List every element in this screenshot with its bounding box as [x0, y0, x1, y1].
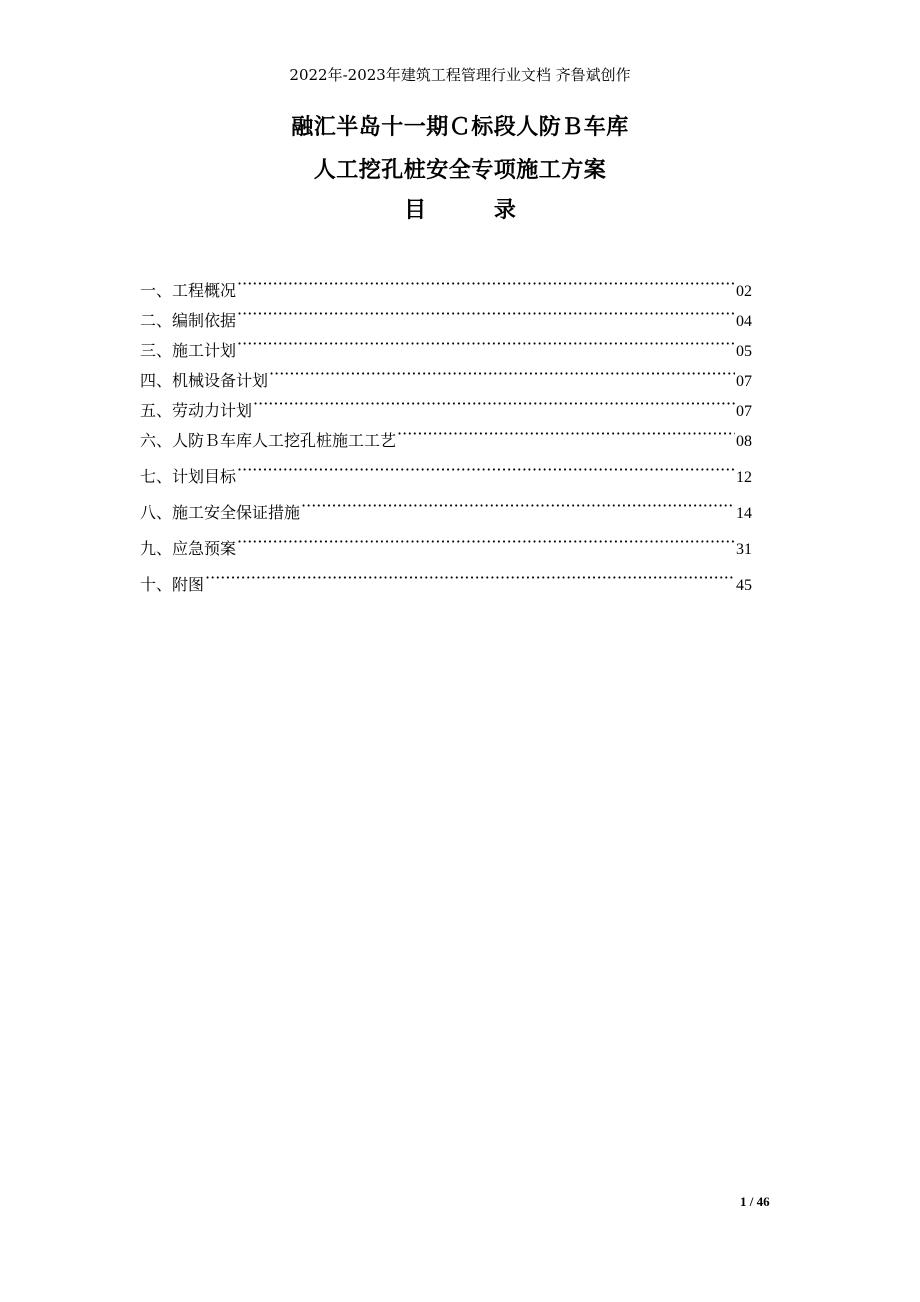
- document-header: 2022年-2023年建筑工程管理行业文档 齐鲁斌创作: [289, 66, 631, 84]
- toc-leader-dots: [237, 332, 735, 356]
- toc-entry-page: 07: [736, 373, 752, 390]
- toc-heading: 目 录: [404, 197, 546, 223]
- toc-entry-page: 31: [736, 541, 752, 558]
- toc-entry-label: 五、劳动力计划: [140, 401, 253, 420]
- toc-entry-page: 14: [736, 505, 752, 522]
- toc-leader-dots: [397, 422, 735, 446]
- toc-entry[interactable]: [140, 494, 752, 530]
- toc-entry[interactable]: [140, 530, 752, 566]
- toc-leader-dots: [253, 392, 735, 416]
- toc-entry-label: 七、计划目标: [140, 467, 237, 486]
- toc-entry-label: 二、编制依据: [140, 311, 237, 330]
- toc-leader-dots: [237, 302, 735, 326]
- toc-entry-label: 四、机械设备计划: [140, 371, 269, 390]
- toc-entry[interactable]: [140, 566, 752, 602]
- toc-entry-page: 45: [736, 577, 752, 594]
- toc-entry[interactable]: [140, 332, 752, 362]
- toc-entry-page: 02: [736, 283, 752, 300]
- toc-entry-label: 六、人防Ｂ车库人工挖孔桩施工工艺: [140, 431, 397, 450]
- toc-entry-page: 04: [736, 313, 752, 330]
- toc-leader-dots: [301, 494, 735, 518]
- toc-entry-label: 八、施工安全保证措施: [140, 503, 301, 522]
- toc-entry-page: 07: [736, 403, 752, 420]
- toc-entry-label: 三、施工计划: [140, 341, 237, 360]
- toc-entry-page: 05: [736, 343, 752, 360]
- toc-entry[interactable]: [140, 392, 752, 422]
- toc-entry[interactable]: [140, 362, 752, 392]
- table-of-contents: [140, 272, 752, 602]
- toc-leader-dots: [205, 566, 735, 590]
- page-indicator: 1 / 46: [740, 1194, 770, 1209]
- toc-leader-dots: [237, 530, 735, 554]
- toc-leader-dots: [269, 362, 735, 386]
- toc-entry[interactable]: [140, 272, 752, 302]
- toc-entry[interactable]: [140, 458, 752, 494]
- document-title-line-1: 融汇半岛十一期Ｃ标段人防Ｂ车库: [291, 114, 629, 140]
- toc-entry-label: 十、附图: [140, 575, 205, 594]
- toc-entry-page: 12: [736, 469, 752, 486]
- toc-entry-page: 08: [736, 433, 752, 450]
- toc-entry[interactable]: [140, 422, 752, 458]
- document-title-line-2: 人工挖孔桩安全专项施工方案: [313, 157, 607, 183]
- toc-leader-dots: [237, 458, 735, 482]
- toc-entry-label: 一、工程概况: [140, 281, 237, 300]
- toc-leader-dots: [237, 272, 735, 296]
- toc-entry-label: 九、应急预案: [140, 539, 237, 558]
- toc-entry[interactable]: [140, 302, 752, 332]
